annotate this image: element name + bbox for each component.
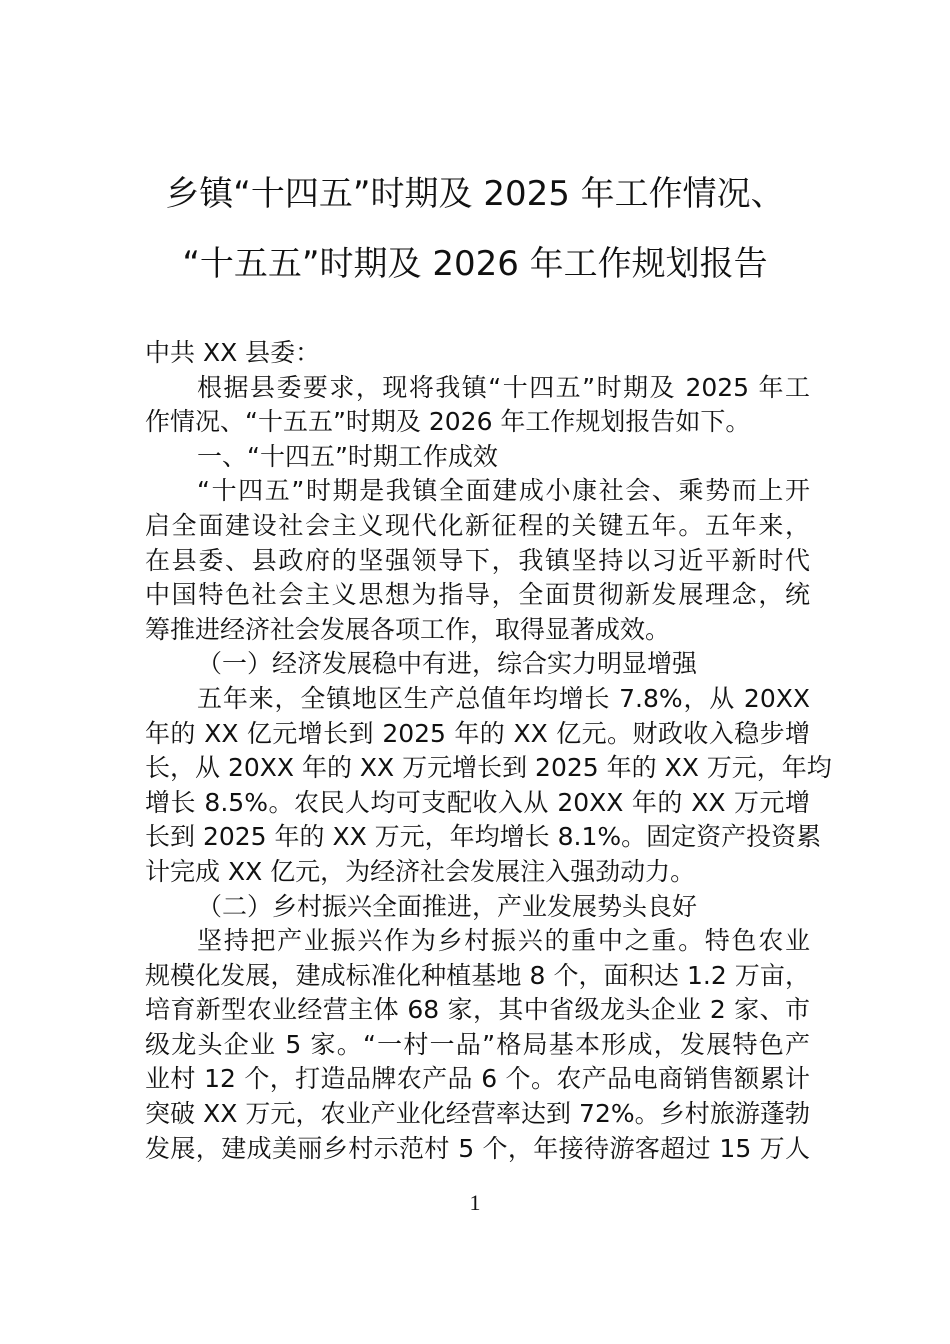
paragraph-line: 规模化发展，建成标准化种植基地 8 个，面积达 1.2 万亩， <box>145 960 810 990</box>
paragraph-line: 长到 2025 年的 XX 万元，年均增长 8.1%。固定资产投资累 <box>145 822 822 852</box>
section-heading: 一、“十四五”时期工作成效 <box>197 441 498 471</box>
paragraph-line: “十四五”时期是我镇全面建成小康社会、乘势而上开 <box>197 476 810 506</box>
paragraph-line: 坚持把产业振兴作为乡村振兴的重中之重。特色农业 <box>197 926 810 956</box>
paragraph-line: 根据县委要求，现将我镇“十四五”时期及 2025 年工 <box>197 372 810 402</box>
document-title-line-1: 乡镇“十四五”时期及 2025 年工作情况、 <box>165 174 785 214</box>
paragraph-line: 五年来，全镇地区生产总值年均增长 7.8%，从 20XX <box>197 683 810 713</box>
salutation: 中共 XX 县委： <box>145 338 321 367</box>
paragraph-line: 增长 8.5%。农民人均可支配收入从 20XX 年的 XX 万元增 <box>145 787 810 817</box>
page-number: 1 <box>469 1190 481 1215</box>
paragraph-line: 长，从 20XX 年的 XX 万元增长到 2025 年的 XX 万元，年均 <box>145 753 832 783</box>
subsection-heading: （一）经济发展稳中有进，综合实力明显增强 <box>197 649 698 679</box>
paragraph-line: 级龙头企业 5 家。“一村一品”格局基本形成，发展特色产 <box>145 1029 810 1059</box>
paragraph-line: 中国特色社会主义思想为指导，全面贯彻新发展理念，统 <box>145 580 810 610</box>
paragraph-line: 作情况、“十五五”时期及 2026 年工作规划报告如下。 <box>145 407 751 437</box>
paragraph-line: 计完成 XX 亿元，为经济社会发展注入强劲动力。 <box>145 856 696 886</box>
paragraph-line: 筹推进经济社会发展各项工作，取得显著成效。 <box>145 614 671 644</box>
paragraph-line: 年的 XX 亿元增长到 2025 年的 XX 亿元。财政收入稳步增 <box>145 718 810 748</box>
paragraph-line: 业村 12 个，打造品牌农产品 6 个。农产品电商销售额累计 <box>145 1064 810 1094</box>
paragraph-line: 突破 XX 万元，农业产业化经营率达到 72%。乡村旅游蓬勃 <box>145 1099 810 1129</box>
paragraph-line: 培育新型农业经营主体 68 家，其中省级龙头企业 2 家、市 <box>145 995 810 1025</box>
subsection-heading: （二）乡村振兴全面推进，产业发展势头良好 <box>197 891 698 921</box>
document-title-line-2: “十五五”时期及 2026 年工作规划报告 <box>182 244 768 284</box>
paragraph-line: 启全面建设社会主义现代化新征程的关键五年。五年来， <box>145 510 810 540</box>
paragraph-line: 在县委、县政府的坚强领导下，我镇坚持以习近平新时代 <box>145 545 810 575</box>
paragraph-line: 发展，建成美丽乡村示范村 5 个，年接待游客超过 15 万人 <box>145 1133 810 1163</box>
document-body <box>145 336 832 1166</box>
